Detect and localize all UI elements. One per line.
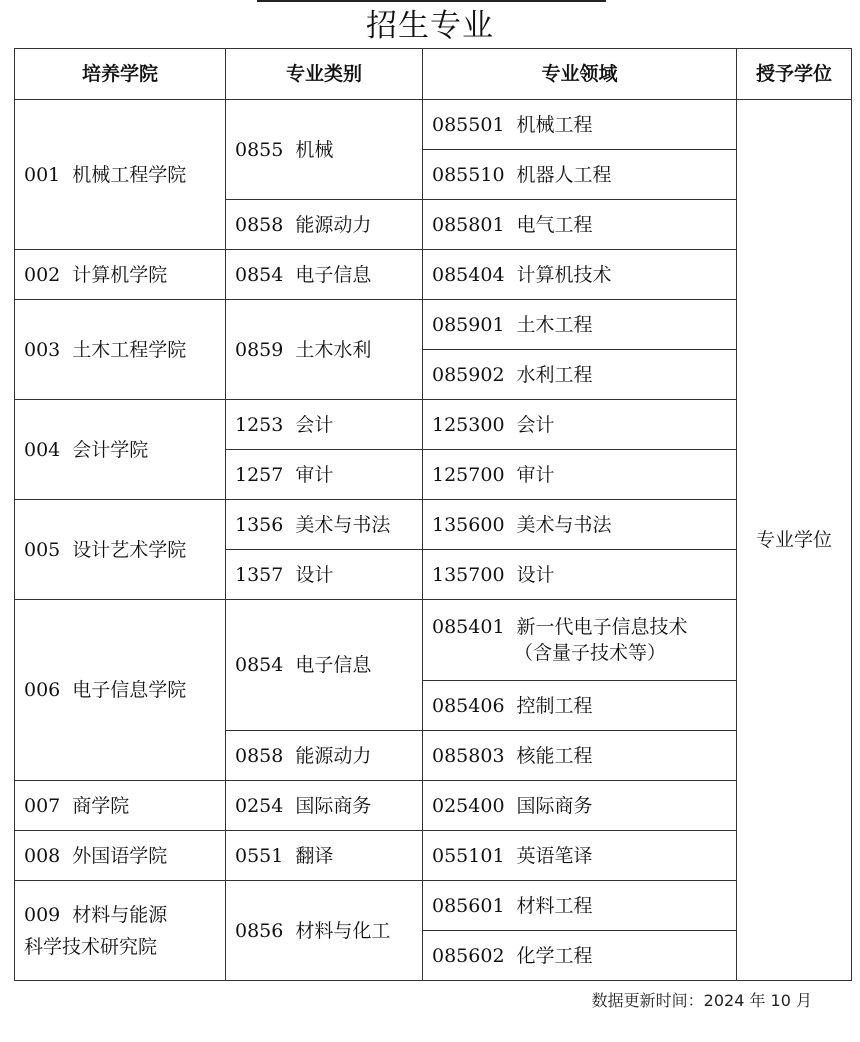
- table-row: [15, 250, 852, 300]
- field-name: 水利工程: [516, 363, 593, 386]
- college-name: 土木工程学院: [72, 338, 187, 361]
- category-code: 1253: [235, 413, 284, 436]
- field-name: 控制工程: [516, 694, 593, 717]
- college-name: 外国语学院: [72, 844, 168, 867]
- category-name: 能源动力: [295, 744, 372, 767]
- category-name: 材料与化工: [295, 919, 391, 942]
- table-row: [15, 500, 852, 550]
- category-cell: [226, 731, 423, 781]
- header-college: 培养学院: [15, 49, 226, 100]
- header-row: [15, 49, 852, 100]
- category-name: 设计: [295, 563, 334, 586]
- field-cell: [423, 881, 737, 931]
- admissions-table: [14, 48, 852, 981]
- field-cell: [423, 100, 737, 150]
- field-code: 085501: [432, 113, 505, 136]
- category-cell: [226, 831, 423, 881]
- field-code: 085801: [432, 213, 505, 236]
- update-date: 数据更新时间：2024 年 10 月: [591, 991, 812, 1010]
- table-row: [15, 781, 852, 831]
- field-code: 085602: [432, 944, 505, 967]
- field-cell: [423, 681, 737, 731]
- field-name: 会计: [516, 413, 555, 436]
- category-name: 国际商务: [295, 794, 372, 817]
- category-name: 能源动力: [295, 213, 372, 236]
- category-code: 0254: [235, 794, 284, 817]
- college-cell: [15, 500, 226, 600]
- field-code: 085404: [432, 263, 505, 286]
- field-cell: [423, 550, 737, 600]
- category-cell: [226, 100, 423, 200]
- field-cell: [423, 831, 737, 881]
- college-cell: [15, 400, 226, 500]
- category-cell: [226, 550, 423, 600]
- category-cell: [226, 200, 423, 250]
- college-cell: [15, 300, 226, 400]
- category-code: 1356: [235, 513, 284, 536]
- category-name: 机械: [295, 138, 334, 161]
- category-code: 0859: [235, 338, 284, 361]
- category-name: 会计: [295, 413, 334, 436]
- field-code: 085803: [432, 744, 505, 767]
- field-name: 新一代电子信息技术: [516, 616, 688, 638]
- field-code: 085401: [432, 616, 505, 638]
- college-name-line2: 科学技术研究院: [24, 935, 158, 958]
- college-name: 材料与能源: [72, 903, 168, 926]
- field-code: 085601: [432, 894, 505, 917]
- field-code: 125700: [432, 463, 505, 486]
- college-cell: [15, 781, 226, 831]
- category-cell: [226, 600, 423, 731]
- field-code: 085510: [432, 163, 505, 186]
- field-cell: [423, 450, 737, 500]
- college-name: 计算机学院: [72, 263, 168, 286]
- field-name: 国际商务: [516, 794, 593, 817]
- category-code: 0854: [235, 654, 284, 676]
- header-field: 专业领域: [423, 49, 737, 100]
- degree-cell: 专业学位: [737, 100, 852, 981]
- category-code: 0854: [235, 263, 284, 286]
- field-name: 材料工程: [516, 894, 593, 917]
- college-name: 会计学院: [72, 438, 149, 461]
- category-code: 0856: [235, 919, 284, 942]
- field-code: 025400: [432, 794, 505, 817]
- college-cell: [15, 250, 226, 300]
- college-code: 001: [24, 163, 61, 186]
- field-cell: [423, 200, 737, 250]
- field-cell: [423, 350, 737, 400]
- college-code: 005: [24, 538, 61, 561]
- category-cell: [226, 500, 423, 550]
- category-cell: [226, 781, 423, 831]
- category-name: 电子信息: [295, 263, 372, 286]
- field-name: 审计: [516, 463, 555, 486]
- category-name: 美术与书法: [295, 513, 391, 536]
- table-row: [15, 400, 852, 450]
- category-code: 0858: [235, 213, 284, 236]
- field-name: 美术与书法: [516, 513, 612, 536]
- college-cell: [15, 831, 226, 881]
- field-code: 085901: [432, 313, 505, 336]
- category-code: 0551: [235, 844, 284, 867]
- field-note: （含量子技术等）: [514, 642, 667, 664]
- field-code: 135600: [432, 513, 505, 536]
- field-cell: [423, 150, 737, 200]
- category-name: 土木水利: [295, 338, 372, 361]
- field-code: 135700: [432, 563, 505, 586]
- field-cell: [423, 300, 737, 350]
- category-cell: [226, 400, 423, 450]
- field-cell: [423, 600, 737, 681]
- category-code: 1257: [235, 463, 284, 486]
- field-code: 085406: [432, 694, 505, 717]
- college-cell: [15, 881, 226, 981]
- field-name: 土木工程: [516, 313, 593, 336]
- college-code: 002: [24, 263, 61, 286]
- category-name: 电子信息: [295, 654, 372, 676]
- table-row: [15, 600, 852, 681]
- category-name: 审计: [295, 463, 334, 486]
- field-name: 英语笔译: [516, 844, 593, 867]
- table-row: [15, 831, 852, 881]
- category-cell: [226, 300, 423, 400]
- header-degree: 授予学位: [737, 49, 852, 100]
- top-rule: [257, 0, 606, 2]
- category-code: 0858: [235, 744, 284, 767]
- field-cell: [423, 731, 737, 781]
- category-cell: [226, 450, 423, 500]
- college-code: 006: [24, 679, 61, 701]
- header-category: 专业类别: [226, 49, 423, 100]
- field-name: 设计: [516, 563, 555, 586]
- category-name: 翻译: [295, 844, 334, 867]
- college-name: 机械工程学院: [72, 163, 187, 186]
- table-row: [15, 881, 852, 931]
- category-code: 0855: [235, 138, 284, 161]
- field-code: 085902: [432, 363, 505, 386]
- field-cell: [423, 500, 737, 550]
- category-cell: [226, 881, 423, 981]
- field-name: 核能工程: [516, 744, 593, 767]
- field-name: 电气工程: [516, 213, 593, 236]
- page-title: 招生专业: [366, 8, 494, 44]
- field-cell: [423, 250, 737, 300]
- college-code: 009: [24, 903, 61, 926]
- table-row: [15, 100, 852, 150]
- field-cell: [423, 781, 737, 831]
- field-code: 125300: [432, 413, 505, 436]
- field-cell: [423, 400, 737, 450]
- field-code: 055101: [432, 844, 505, 867]
- field-name: 计算机技术: [516, 263, 612, 286]
- college-code: 003: [24, 338, 61, 361]
- college-name: 电子信息学院: [72, 679, 187, 701]
- college-cell: [15, 600, 226, 781]
- field-name: 机器人工程: [516, 163, 612, 186]
- category-code: 1357: [235, 563, 284, 586]
- field-cell: [423, 931, 737, 981]
- college-code: 007: [24, 794, 61, 817]
- field-name: 机械工程: [516, 113, 593, 136]
- college-cell: [15, 100, 226, 250]
- table-row: [15, 300, 852, 350]
- category-cell: [226, 250, 423, 300]
- college-name: 商学院: [72, 794, 130, 817]
- field-name: 化学工程: [516, 944, 593, 967]
- college-code: 008: [24, 844, 61, 867]
- college-code: 004: [24, 438, 61, 461]
- college-name: 设计艺术学院: [72, 538, 187, 561]
